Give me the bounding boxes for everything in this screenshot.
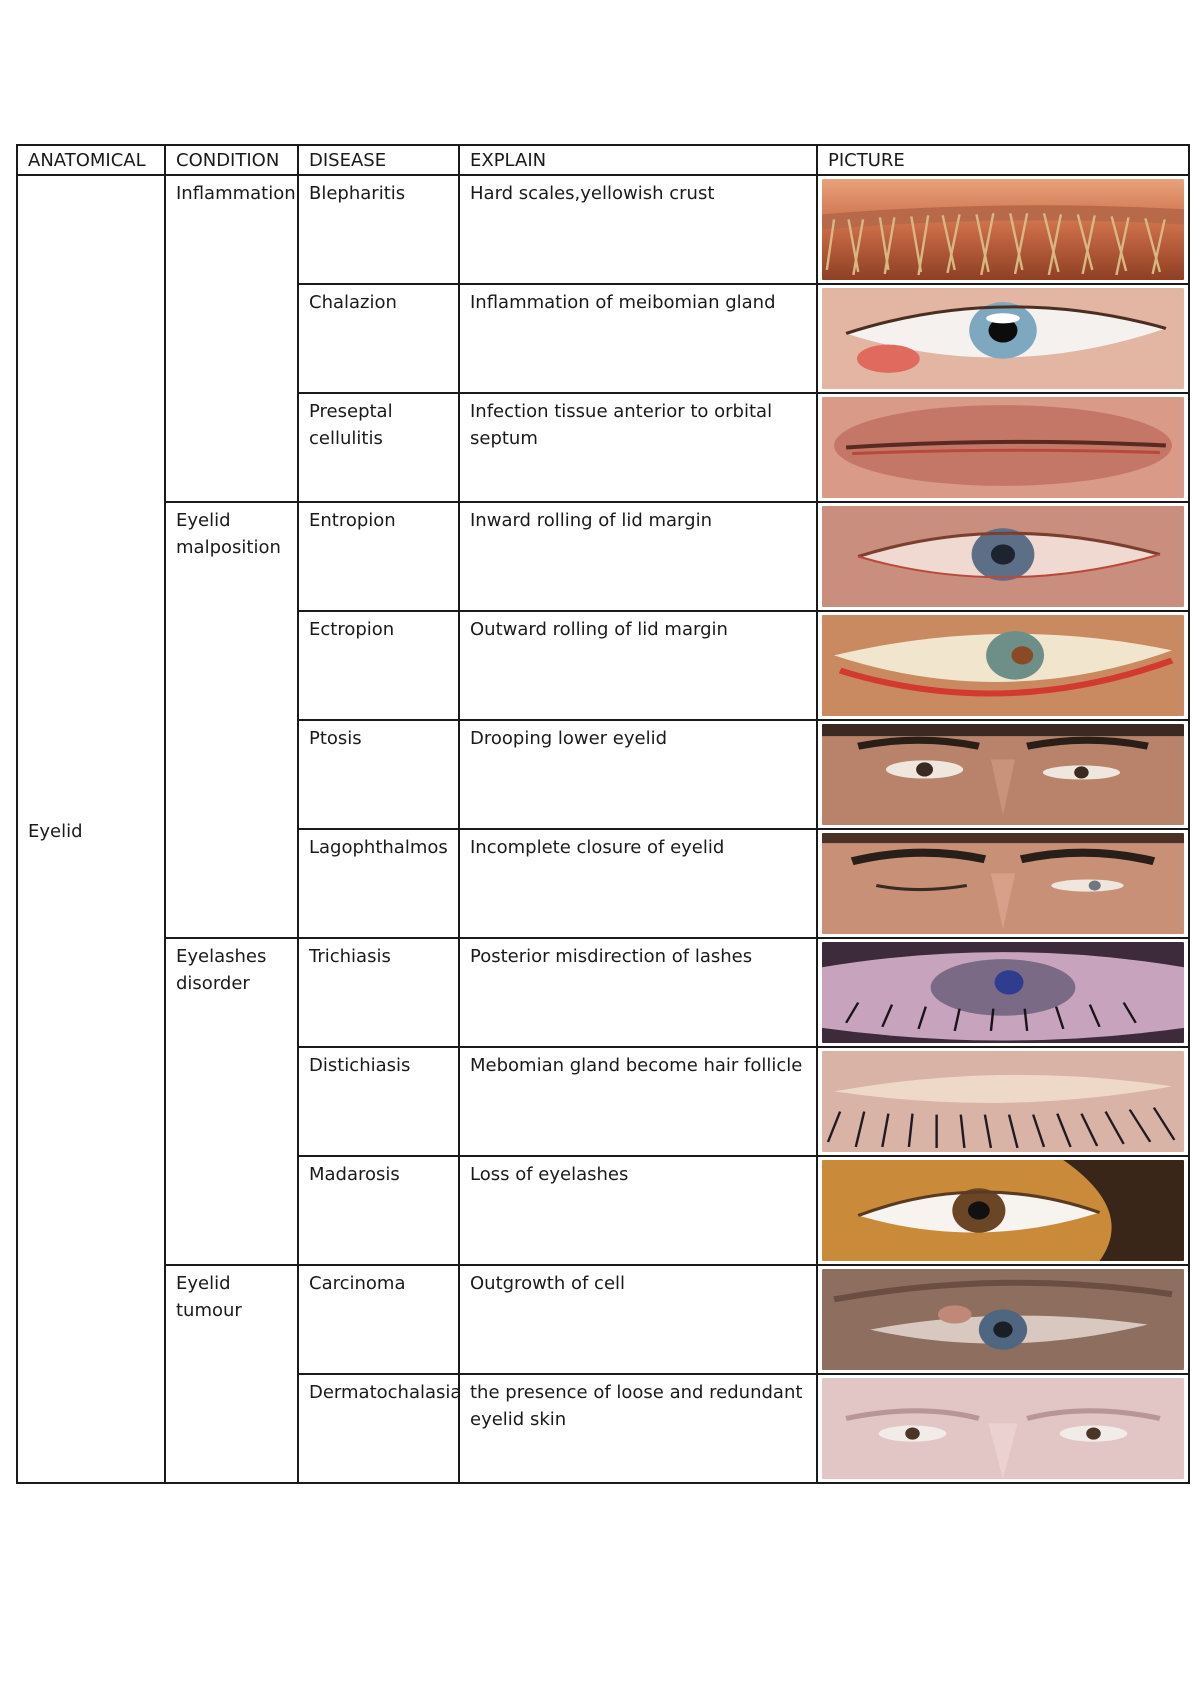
explain-cell: Outgrowth of cell [459, 1265, 817, 1374]
carcinoma-photo [822, 1269, 1184, 1370]
disease-cell: Lagophthalmos [298, 829, 459, 938]
explain-cell: Outward rolling of lid margin [459, 611, 817, 720]
table-row [17, 502, 1189, 611]
explain-cell: Infection tissue anterior to orbital septum [459, 393, 817, 502]
condition-cell-tumour: Eyelid tumour [165, 1265, 298, 1483]
table-row [17, 938, 1189, 1047]
picture-cell [817, 611, 1189, 720]
condition-cell-inflammation: Inflammation [165, 175, 298, 502]
anatomical-cell: Eyelid [17, 175, 165, 1483]
header-anatomical: ANATOMICAL [17, 145, 165, 175]
disease-cell: Ptosis [298, 720, 459, 829]
disease-cell: Blepharitis [298, 175, 459, 284]
picture-cell [817, 720, 1189, 829]
explain-cell: Inflammation of meibomian gland [459, 284, 817, 393]
picture-cell [817, 502, 1189, 611]
explain-cell: Incomplete closure of eyelid [459, 829, 817, 938]
disease-cell: Ectropion [298, 611, 459, 720]
disease-cell: Chalazion [298, 284, 459, 393]
disease-cell: Distichiasis [298, 1047, 459, 1156]
table-row [17, 1265, 1189, 1374]
picture-cell [817, 175, 1189, 284]
chalazion-photo [822, 288, 1184, 389]
preseptal-cellulitis-photo [822, 397, 1184, 498]
explain-cell: Loss of eyelashes [459, 1156, 817, 1265]
picture-cell [817, 1156, 1189, 1265]
disease-cell: Carcinoma [298, 1265, 459, 1374]
header-picture: PICTURE [817, 145, 1189, 175]
picture-cell [817, 938, 1189, 1047]
disease-cell: Madarosis [298, 1156, 459, 1265]
explain-cell: Mebomian gland become hair follicle [459, 1047, 817, 1156]
picture-cell [817, 1265, 1189, 1374]
explain-cell: Drooping lower eyelid [459, 720, 817, 829]
picture-cell [817, 829, 1189, 938]
eyelid-disorders-table [16, 144, 1190, 1484]
picture-cell [817, 393, 1189, 502]
ectropion-photo [822, 615, 1184, 716]
table-header-row [17, 145, 1189, 175]
table-row [17, 175, 1189, 284]
condition-cell-eyelashes: Eyelashes disorder [165, 938, 298, 1265]
disease-cell: Trichiasis [298, 938, 459, 1047]
disease-cell: Preseptal cellulitis [298, 393, 459, 502]
trichiasis-photo [822, 942, 1184, 1043]
picture-cell [817, 1374, 1189, 1483]
blepharitis-photo [822, 179, 1184, 280]
lagophthalmos-photo [822, 833, 1184, 934]
explain-cell: Posterior misdirection of lashes [459, 938, 817, 1047]
header-explain: EXPLAIN [459, 145, 817, 175]
distichiasis-photo [822, 1051, 1184, 1152]
disease-cell: Dermatochalasia [298, 1374, 459, 1483]
explain-cell: the presence of loose and redundant eyelid skin [459, 1374, 817, 1483]
picture-cell [817, 1047, 1189, 1156]
header-disease: DISEASE [298, 145, 459, 175]
entropion-photo [822, 506, 1184, 607]
explain-cell: Inward rolling of lid margin [459, 502, 817, 611]
picture-cell [817, 284, 1189, 393]
header-condition: CONDITION [165, 145, 298, 175]
madarosis-photo [822, 1160, 1184, 1261]
disease-cell: Entropion [298, 502, 459, 611]
condition-cell-malposition: Eyelid malposition [165, 502, 298, 938]
explain-cell: Hard scales,yellowish crust [459, 175, 817, 284]
ptosis-photo [822, 724, 1184, 825]
dermatochalasia-photo [822, 1378, 1184, 1479]
